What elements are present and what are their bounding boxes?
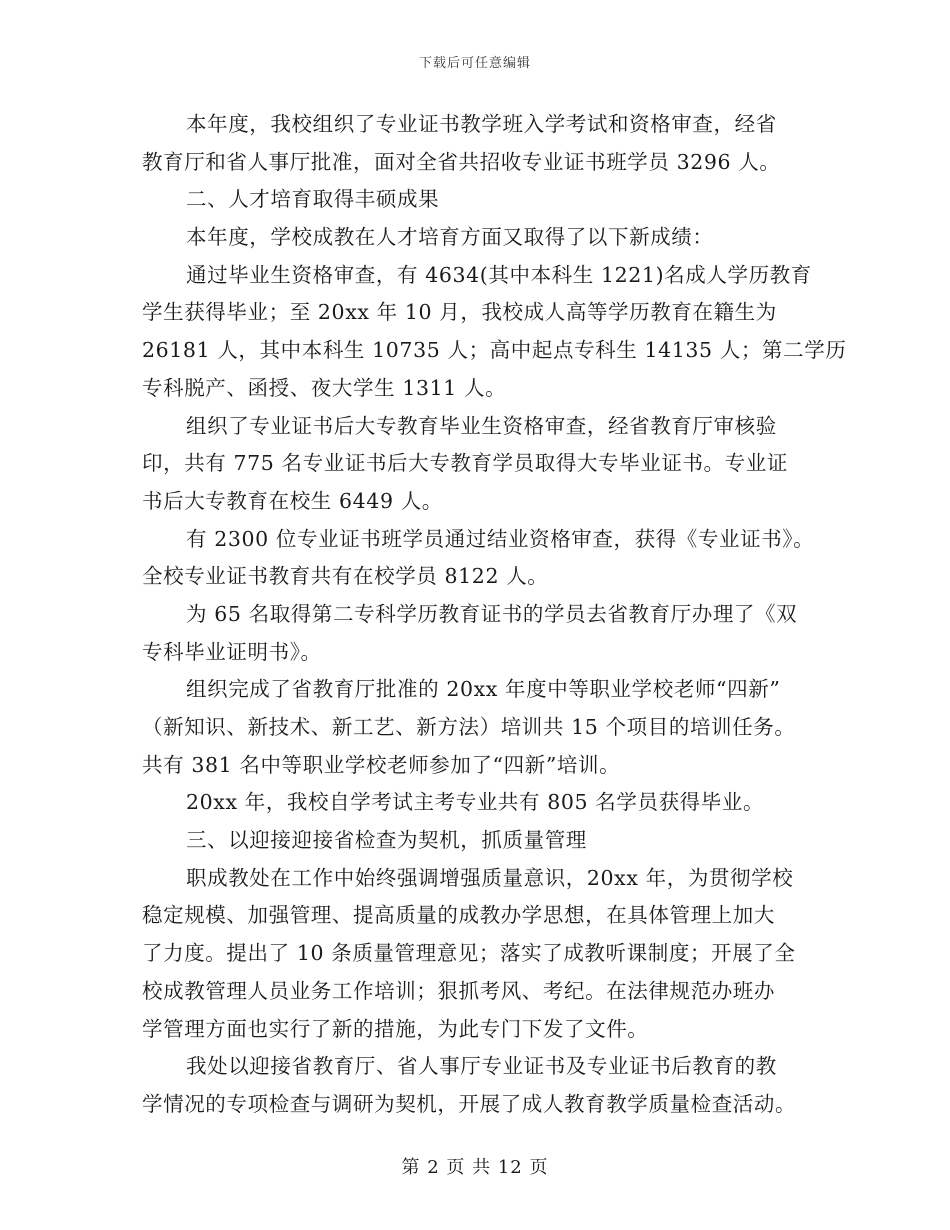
text-line: 职成教处在工作中始终强调增强质量意识，20xx 年，为贯彻学校 — [186, 865, 794, 890]
text-line: 全校专业证书教育共有在校学员 8122 人。 — [142, 564, 549, 589]
text-line: 三、以迎接迎接省检查为契机，抓质量管理 — [186, 828, 587, 853]
text-line: 20xx 年，我校自学考试主考专业共有 805 名学员获得毕业。 — [186, 790, 765, 815]
header-text: 下载后可任意编辑 — [418, 56, 531, 71]
page-header — [0, 52, 950, 71]
text-line: 学管理方面也实行了新的措施，为此专门下发了文件。 — [142, 1016, 649, 1041]
text-line: 专科毕业证明书》。 — [142, 639, 322, 664]
text-line: 组织了专业证书后大专教育毕业生资格审查，经省教育厅审核验 — [186, 413, 777, 438]
text-line: 组织完成了省教育厅批准的 20xx 年度中等职业学校老师“四新” — [186, 677, 781, 702]
text-line: 为 65 名取得第二专科学历教育证书的学员去省教育厅办理了《双 — [186, 601, 798, 626]
text-line: 本年度，学校成教在人才培育方面又取得了以下新成绩： — [186, 225, 714, 250]
text-line: 26181 人，其中本科生 10735 人；高中起点专科生 14135 人；第二学历 — [142, 338, 847, 363]
text-line: 教育厅和省人事厅批准，面对全省共招收专业证书班学员 3296 人。 — [142, 149, 781, 174]
text-line: 书后大专教育在校生 6449 人。 — [142, 488, 443, 513]
page-footer — [0, 1153, 950, 1179]
text-line: 有 2300 位专业证书班学员通过结业资格审查，获得《专业证书》。 — [186, 526, 815, 551]
text-line: 通过毕业生资格审查，有 4634(其中本科生 1221)名成人学历教育 — [186, 262, 812, 287]
text-line: （新知识、新技术、新工艺、新方法）培训共 15 个项目的培训任务。 — [142, 715, 796, 739]
text-line: 专科脱产、函授、夜大学生 1311 人。 — [142, 375, 507, 400]
page-number: 第 2 页 共 12 页 — [401, 1157, 549, 1178]
text-line: 学情况的专项检查与调研为契机，开展了成人教育教学质量检查活动。 — [142, 1091, 797, 1116]
text-line: 共有 381 名中等职业学校老师参加了“四新”培训。 — [142, 752, 621, 777]
text-line: 我处以迎接省教育厅、省人事厅专业证书及专业证书后教育的教 — [186, 1054, 777, 1079]
text-line: 学生获得毕业；至 20xx 年 10 月，我校成人高等学历教育在籍生为 — [142, 300, 777, 325]
text-line: 校成教管理人员业务工作培训；狠抓考风、考纪。在法律规范办班办 — [142, 978, 775, 1003]
text-line: 了力度。提出了 10 条质量管理意见；落实了成教听课制度；开展了全 — [142, 941, 796, 966]
text-line: 印，共有 775 名专业证书后大专教育学员取得大专毕业证书。专业证 — [142, 451, 788, 476]
text-line: 二、人才培育取得丰硕成果 — [186, 187, 440, 212]
text-line: 本年度，我校组织了专业证书教学班入学考试和资格审查，经省 — [186, 112, 777, 136]
document-body — [142, 106, 847, 1124]
text-line: 稳定规模、加强管理、提高质量的成教办学思想，在具体管理上加大 — [142, 903, 775, 928]
